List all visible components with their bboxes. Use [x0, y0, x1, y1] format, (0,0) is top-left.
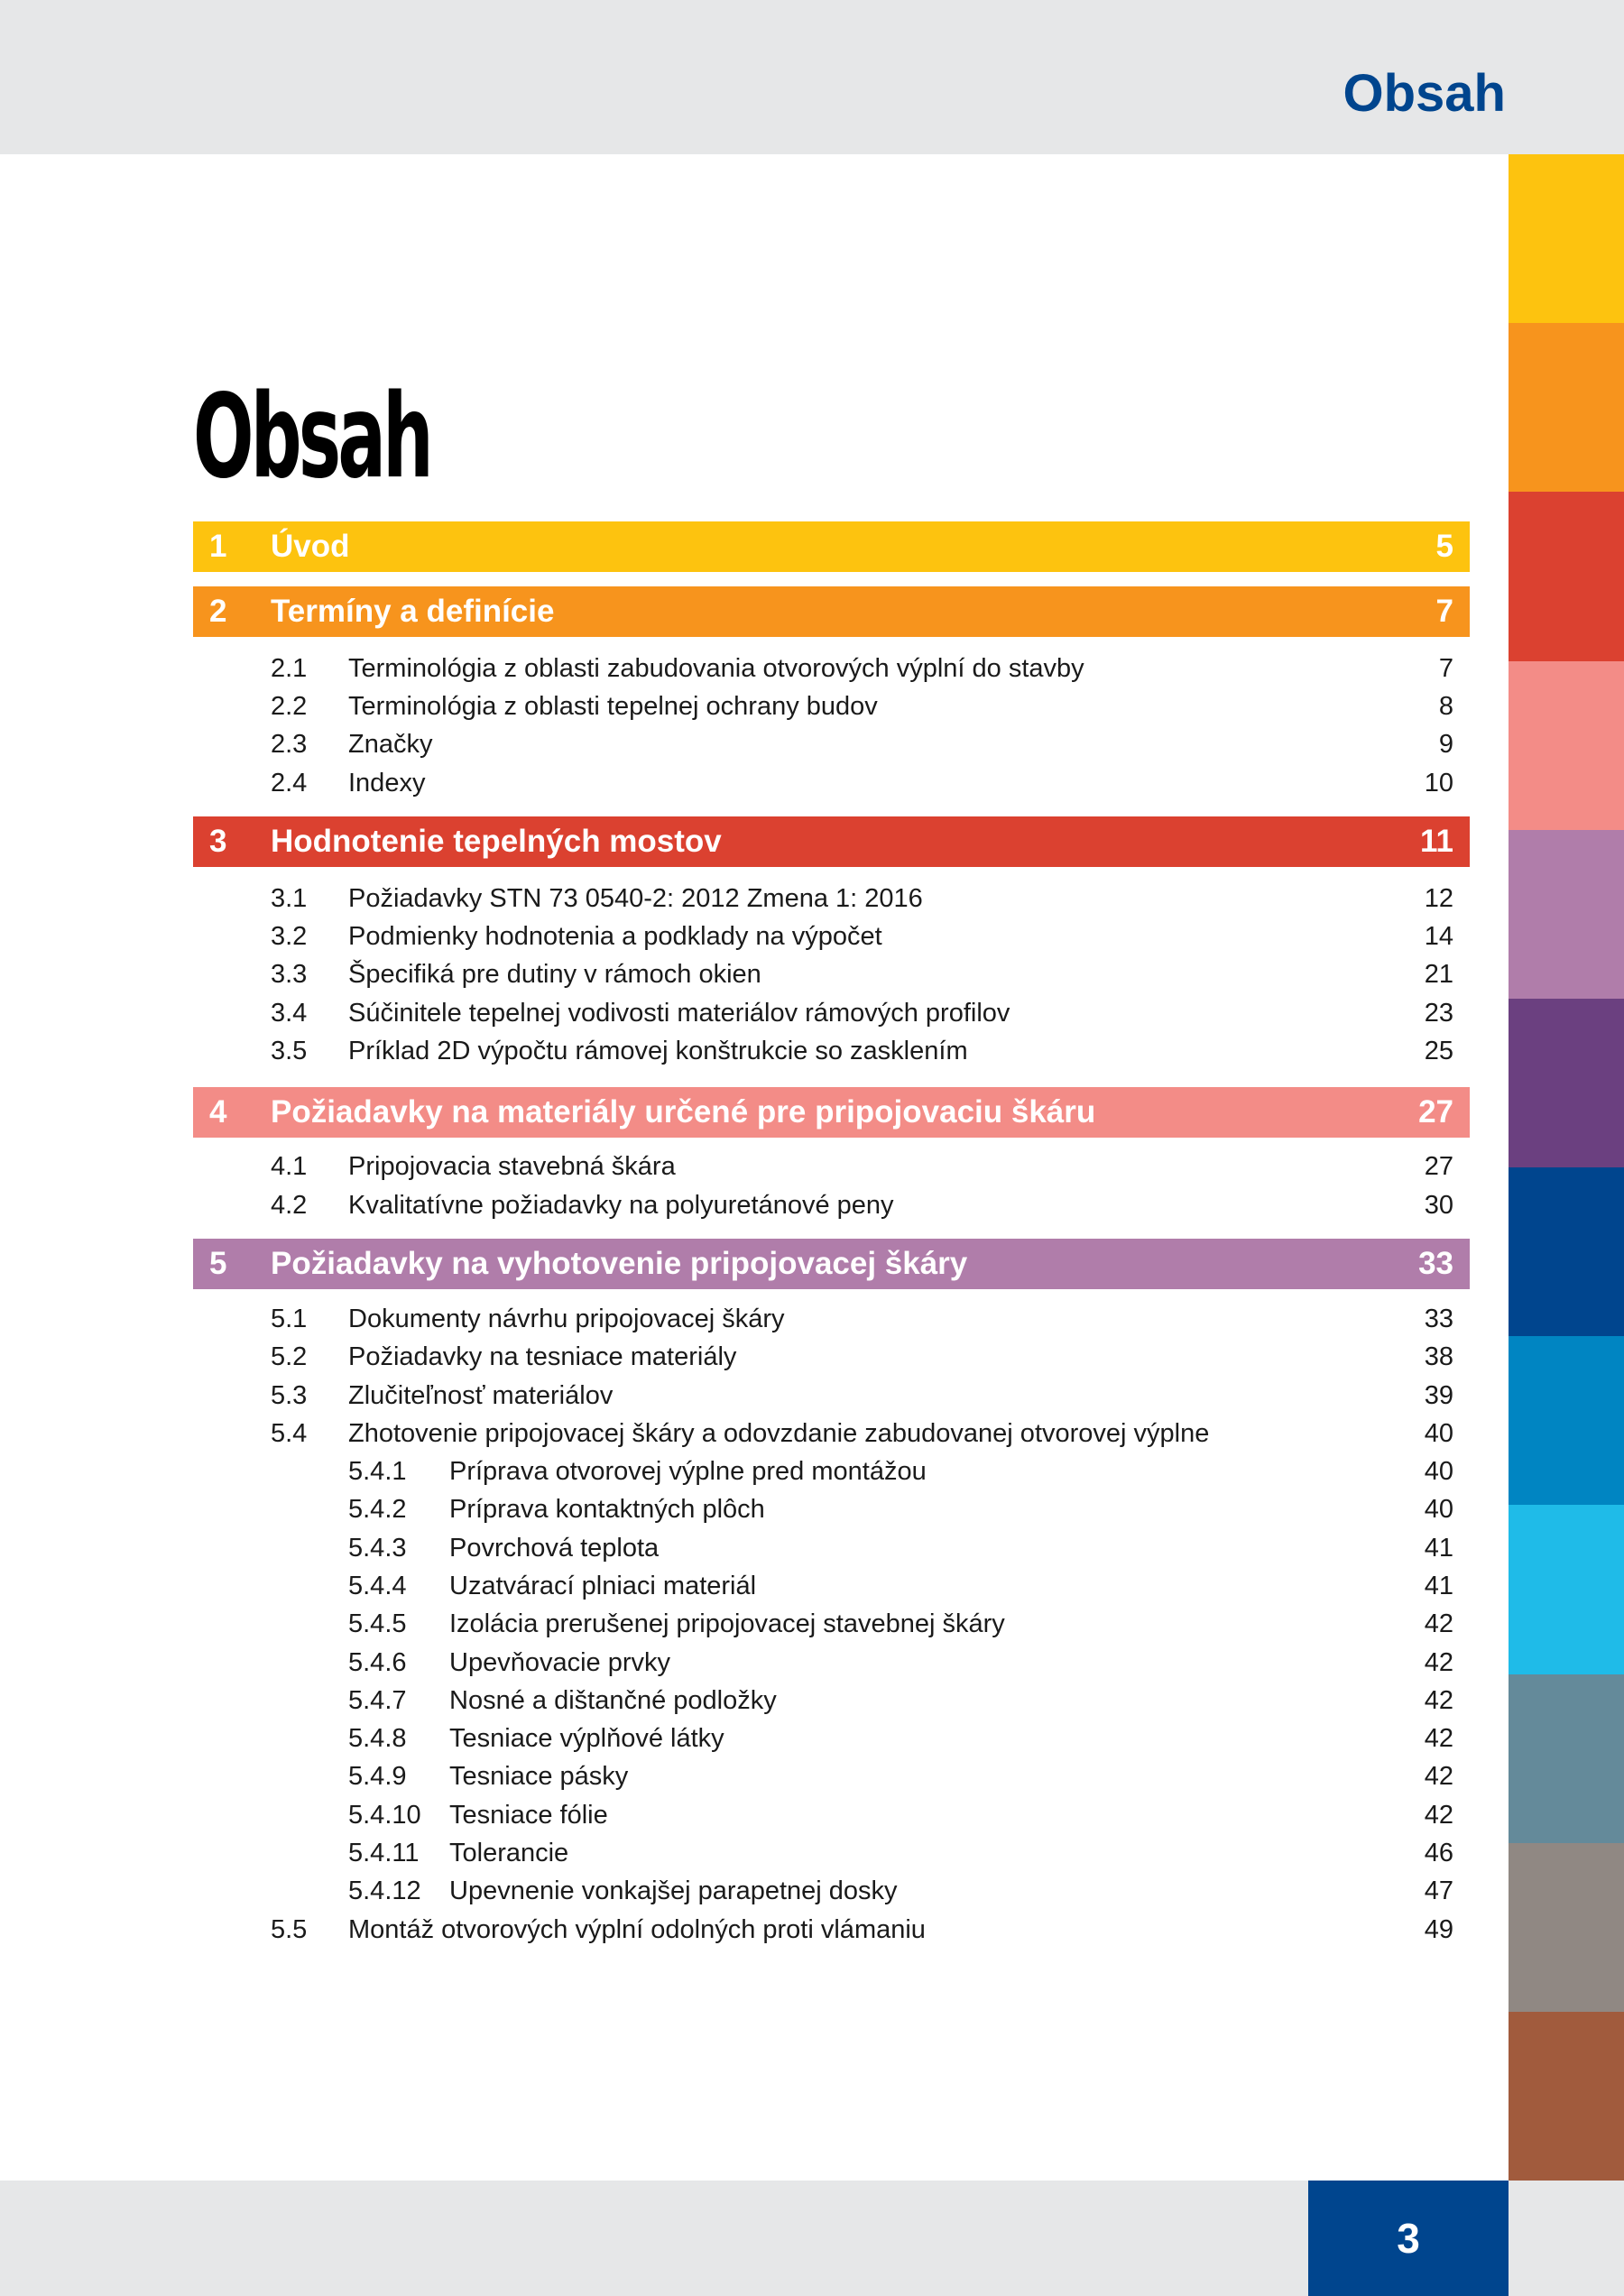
side-color-tab [1509, 1336, 1624, 1505]
entry-title: Príprava kontaktných plôch [449, 1495, 765, 1525]
toc-entry[interactable] [193, 1032, 1470, 1070]
chapter-number: 2 [209, 594, 227, 629]
entry-title: Terminológia z oblasti zabudovania otvorových výplní do stavby [348, 653, 1084, 683]
entry-page: 46 [1424, 1839, 1453, 1868]
chapter-page: 7 [1435, 594, 1453, 629]
entry-number: 4.1 [271, 1152, 308, 1182]
toc-entry[interactable] [193, 1452, 1470, 1490]
entry-number: 3.2 [271, 922, 308, 952]
side-color-tab [1509, 1505, 1624, 1674]
entry-page: 42 [1424, 1609, 1453, 1639]
entry-number: 5.4.9 [348, 1762, 407, 1792]
entry-page: 33 [1424, 1304, 1453, 1333]
chapter-page: 5 [1435, 529, 1453, 564]
entry-number: 5.4.2 [348, 1495, 407, 1525]
entry-title: Tesniace fólie [449, 1800, 608, 1830]
toc-entry[interactable] [193, 1758, 1470, 1796]
entry-number: 2.3 [271, 730, 308, 760]
toc-entry[interactable] [193, 1834, 1470, 1872]
entry-title: Indexy [348, 768, 426, 798]
page-number-box [1308, 2181, 1509, 2296]
entry-page: 14 [1424, 922, 1453, 952]
toc-entry[interactable] [193, 726, 1470, 764]
side-color-tab [1509, 323, 1624, 492]
toc-entry[interactable] [193, 1873, 1470, 1911]
chapter-title: Úvod [271, 529, 350, 564]
entry-page: 9 [1438, 730, 1453, 760]
toc-entry[interactable] [193, 1148, 1470, 1186]
entry-page: 42 [1424, 1647, 1453, 1677]
entry-number: 5.4.12 [348, 1876, 421, 1906]
entry-title: Príklad 2D výpočtu rámovej konštrukcie so zasklením [348, 1037, 968, 1066]
toc-entry[interactable] [193, 1796, 1470, 1834]
toc-entry[interactable] [193, 1339, 1470, 1377]
entry-title: Špecifiká pre dutiny v rámoch okien [348, 960, 761, 990]
table-of-contents [193, 521, 1470, 1949]
entry-number: 5.4.11 [348, 1839, 420, 1868]
chapter-page: 11 [1420, 824, 1453, 860]
entry-page: 30 [1424, 1190, 1453, 1220]
entry-title: Súčinitele tepelnej vodivosti materiálov rámových profilov [348, 998, 1010, 1028]
entry-number: 3.4 [271, 998, 308, 1028]
entry-title: Nosné a dištančné podložky [449, 1685, 777, 1715]
header-bar [0, 0, 1624, 154]
chapter-number: 5 [209, 1246, 227, 1282]
toc-chapter[interactable] [193, 521, 1470, 572]
entry-number: 5.2 [271, 1342, 308, 1372]
entry-title: Značky [348, 730, 433, 760]
entry-title: Podmienky hodnotenia a podklady na výpočet [348, 922, 882, 952]
chapter-title: Požiadavky na materiály určené pre pripojovaciu škáru [271, 1093, 1096, 1130]
chapter-page: 27 [1418, 1093, 1453, 1130]
page-title: Obsah [193, 370, 430, 504]
entry-page: 8 [1438, 691, 1453, 721]
entry-page: 10 [1424, 768, 1453, 798]
entry-page: 42 [1424, 1762, 1453, 1792]
toc-entry[interactable] [193, 1491, 1470, 1529]
entry-title: Upevnenie vonkajšej parapetnej dosky [449, 1876, 898, 1906]
entry-title: Pripojovacia stavebná škára [348, 1152, 676, 1182]
toc-entry[interactable] [193, 880, 1470, 917]
entry-number: 2.4 [271, 768, 308, 798]
entry-number: 5.1 [271, 1304, 308, 1333]
chapter-color-tabs [1509, 154, 1624, 2181]
entry-number: 5.4.7 [348, 1685, 407, 1715]
side-color-tab [1509, 154, 1624, 323]
header-title: Obsah [1343, 64, 1506, 123]
entry-page: 49 [1424, 1914, 1453, 1944]
entry-number: 3.5 [271, 1037, 308, 1066]
chapter-number: 3 [209, 824, 227, 860]
toc-entry[interactable] [193, 1415, 1470, 1452]
toc-chapter[interactable] [193, 1239, 1470, 1289]
toc-entry[interactable] [193, 1186, 1470, 1224]
entry-title: Kvalitatívne požiadavky na polyuretánové peny [348, 1190, 894, 1220]
toc-entry[interactable] [193, 764, 1470, 802]
side-color-tab [1509, 1167, 1624, 1336]
entry-title: Tesniace pásky [449, 1762, 629, 1792]
chapter-title: Požiadavky na vyhotovenie pripojovacej škáry [271, 1246, 968, 1282]
side-color-tab [1509, 2012, 1624, 2181]
entry-number: 4.2 [271, 1190, 308, 1220]
entry-page: 40 [1424, 1457, 1453, 1487]
toc-entry[interactable] [193, 1682, 1470, 1720]
entry-number: 5.4.4 [348, 1571, 407, 1600]
side-color-tab [1509, 492, 1624, 660]
chapter-number: 4 [209, 1093, 227, 1130]
chapter-page: 33 [1418, 1246, 1453, 1282]
toc-entry[interactable] [193, 1644, 1470, 1682]
entry-page: 7 [1438, 653, 1453, 683]
entry-page: 39 [1424, 1380, 1453, 1410]
toc-entry[interactable] [193, 687, 1470, 725]
entry-number: 5.4.3 [348, 1533, 407, 1563]
entry-page: 42 [1424, 1724, 1453, 1754]
entry-number: 3.1 [271, 883, 308, 913]
entry-page: 23 [1424, 998, 1453, 1028]
entry-number: 5.4.8 [348, 1724, 407, 1754]
entry-title: Povrchová teplota [449, 1533, 660, 1563]
entry-number: 2.2 [271, 691, 308, 721]
toc-entry[interactable] [193, 1911, 1470, 1949]
entry-title: Zlučiteľnosť materiálov [348, 1380, 614, 1410]
entry-page: 42 [1424, 1685, 1453, 1715]
page-number: 3 [1397, 2215, 1420, 2262]
toc-entry[interactable] [193, 1377, 1470, 1415]
chapter-title: Hodnotenie tepelných mostov [271, 824, 722, 860]
entry-title: Zhotovenie pripojovacej škáry a odovzdanie zabudovanej otvorovej výplne [348, 1418, 1210, 1448]
entry-title: Tolerancie [449, 1839, 569, 1868]
entry-number: 5.3 [271, 1380, 308, 1410]
toc-entry[interactable] [193, 1720, 1470, 1758]
side-color-tab [1509, 1843, 1624, 2012]
toc-entry[interactable] [193, 1300, 1470, 1338]
entry-page: 38 [1424, 1342, 1453, 1372]
side-color-tab [1509, 999, 1624, 1167]
entry-number: 5.4.5 [348, 1609, 407, 1639]
entry-page: 21 [1424, 960, 1453, 990]
toc-entry[interactable] [193, 994, 1470, 1032]
entry-page: 40 [1424, 1495, 1453, 1525]
entry-number: 5.4.1 [348, 1457, 407, 1487]
toc-entry[interactable] [193, 1567, 1470, 1605]
entry-title: Príprava otvorovej výplne pred montážou [449, 1457, 927, 1487]
entry-title: Dokumenty návrhu pripojovacej škáry [348, 1304, 785, 1333]
entry-title: Uzatvárací plniaci materiál [449, 1571, 757, 1600]
entry-number: 5.4 [271, 1418, 308, 1448]
entry-page: 27 [1424, 1152, 1453, 1182]
toc-entry[interactable] [193, 650, 1470, 687]
entry-title: Požiadavky na tesniace materiály [348, 1342, 737, 1372]
entry-page: 12 [1424, 883, 1453, 913]
toc-entry[interactable] [193, 1529, 1470, 1567]
entry-title: Požiadavky STN 73 0540-2: 2012 Zmena 1: 2016 [348, 883, 923, 913]
entry-number: 5.5 [271, 1914, 308, 1944]
entry-page: 41 [1424, 1571, 1453, 1600]
entry-page: 41 [1424, 1533, 1453, 1563]
chapter-number: 1 [209, 529, 227, 564]
chapter-title: Termíny a definície [271, 594, 555, 629]
entry-title: Tesniace výplňové látky [449, 1724, 724, 1754]
toc-entry[interactable] [193, 917, 1470, 955]
toc-entry[interactable] [193, 956, 1470, 994]
entry-title: Upevňovacie prvky [449, 1647, 670, 1677]
entry-number: 5.4.6 [348, 1647, 407, 1677]
entry-page: 47 [1424, 1876, 1453, 1906]
toc-chapter[interactable] [193, 586, 1470, 637]
side-color-tab [1509, 661, 1624, 830]
entry-title: Terminológia z oblasti tepelnej ochrany budov [348, 691, 878, 721]
toc-chapter[interactable] [193, 1087, 1470, 1138]
entry-title: Izolácia prerušenej pripojovacej stavebnej škáry [449, 1609, 1005, 1639]
entry-title: Montáž otvorových výplní odolných proti vlámaniu [348, 1914, 926, 1944]
entry-page: 42 [1424, 1800, 1453, 1830]
entry-number: 5.4.10 [348, 1800, 421, 1830]
toc-chapter[interactable] [193, 816, 1470, 867]
side-color-tab [1509, 1674, 1624, 1843]
entry-page: 25 [1424, 1037, 1453, 1066]
side-color-tab [1509, 830, 1624, 999]
entry-page: 40 [1424, 1418, 1453, 1448]
entry-number: 2.1 [271, 653, 308, 683]
toc-entry[interactable] [193, 1606, 1470, 1644]
entry-number: 3.3 [271, 960, 308, 990]
